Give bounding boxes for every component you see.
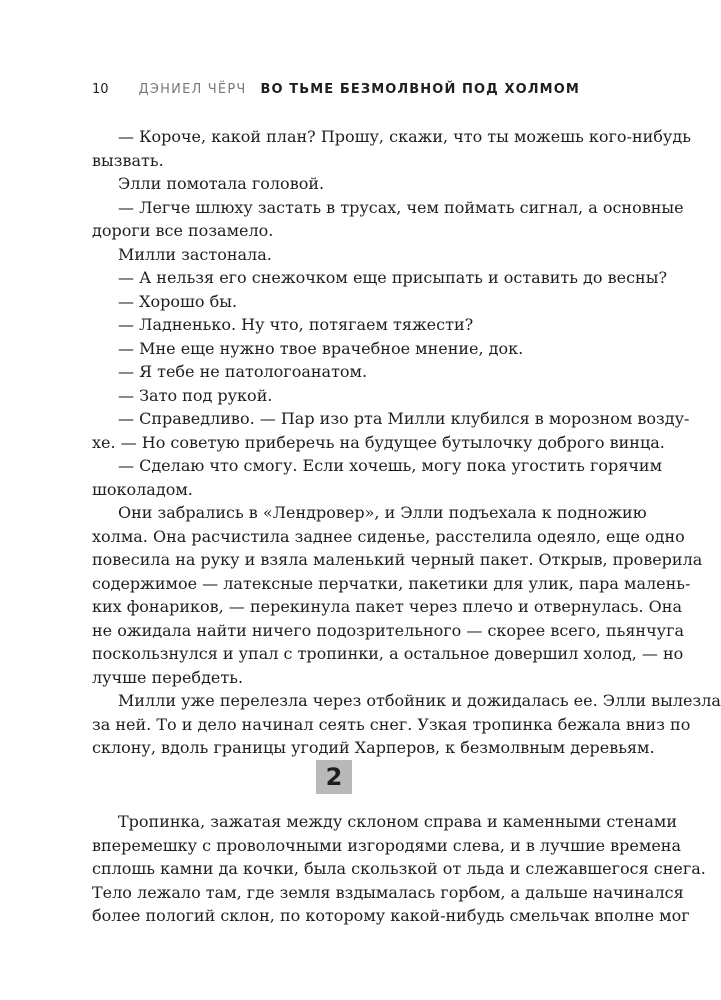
text-block-main — [92, 125, 721, 760]
text-line: поскользнулся и упал с тропинки, а остальное довершил холод, — но — [92, 644, 684, 663]
text-line: вызвать. — [92, 150, 164, 170]
text-line: — Ладненько. Ну что, потягаем тяжести? — [118, 315, 474, 334]
text-line: Тело лежало там, где земля вздымалась горбом, а дальше начинался — [92, 882, 684, 902]
text-line: шоколадом. — [92, 479, 193, 499]
text-line: — Короче, какой план? Прошу, скажи, что ты можешь кого-нибудь — [118, 127, 691, 146]
text-line: Тропинка, зажатая между склоном справа и каменными стенами — [118, 812, 678, 831]
text-line: холма. Она расчистила заднее сиденье, расстелила одеяло, еще одно — [92, 526, 685, 546]
text-line: хе. — Но советую приберечь на будущее бутылочку доброго винца. — [92, 432, 665, 452]
text-line: Элли помотала головой. — [118, 174, 325, 193]
book-title: ВО ТЬМЕ БЕЗМОЛВНОЙ ПОД ХОЛМОМ — [260, 82, 580, 97]
text-line: — Хорошо бы. — [118, 291, 238, 311]
text-line: — Справедливо. — Пар изо рта Милли клубился в морозном возду- — [118, 409, 690, 428]
text-line: дороги все позамело. — [92, 221, 274, 240]
text-line: — Мне еще нужно твое врачебное мнение, док. — [118, 338, 524, 358]
text-line: Милли застонала. — [118, 244, 272, 264]
text-line: за ней. То и дело начинал сеять снег. Узкая тропинка бежала вниз по — [92, 714, 691, 734]
text-line: вперемешку с проволочными изгородями слева, и в лучшие времена — [92, 835, 681, 855]
text-line: Милли уже перелезла через отбойник и дожидалась ее. Элли вылезла — [118, 691, 721, 710]
text-line: — Я тебе не патологоанатом. — [118, 362, 368, 381]
text-line: — А нельзя его снежочком еще присыпать и оставить до весны? — [118, 268, 668, 287]
text-line: — Сделаю что смогу. Если хочешь, могу пока угостить горячим — [118, 456, 663, 475]
page-number: 10 — [92, 82, 109, 97]
text-line: — Зато под рукой. — [118, 385, 273, 405]
text-line: содержимое — латексные перчатки, пакетики для улик, пара малень- — [92, 573, 691, 593]
text-line: повесила на руку и взяла маленький черный пакет. Открыв, проверила — [92, 550, 703, 569]
text-line: — Легче шлюху застать в трусах, чем поймать сигнал, а основные — [118, 197, 684, 217]
text-line: ких фонариков, — перекинула пакет через плечо и отвернулась. Она — [92, 597, 682, 616]
text-line: сплошь камни да кочки, была скользкой от льда и слежавшегося снега. — [92, 859, 706, 878]
text-block-chapter-2 — [92, 810, 706, 928]
text-line: более пологий склон, по которому какой-нибудь смельчак вполне мог — [92, 906, 690, 925]
text-line: Они забрались в «Лендровер», и Элли подъехала к подножию — [118, 503, 647, 522]
author-name: ДЭНИЕЛ ЧЁРЧ — [138, 82, 247, 97]
chapter-number-box: 2 — [316, 760, 352, 794]
text-line: лучше перебдеть. — [92, 667, 244, 687]
running-header — [92, 82, 580, 97]
text-line: склону, вдоль границы угодий Харперов, к безмолвным деревьям. — [92, 738, 655, 757]
text-line: не ожидала найти ничего подозрительного — скорее всего, пьянчуга — [92, 620, 684, 640]
